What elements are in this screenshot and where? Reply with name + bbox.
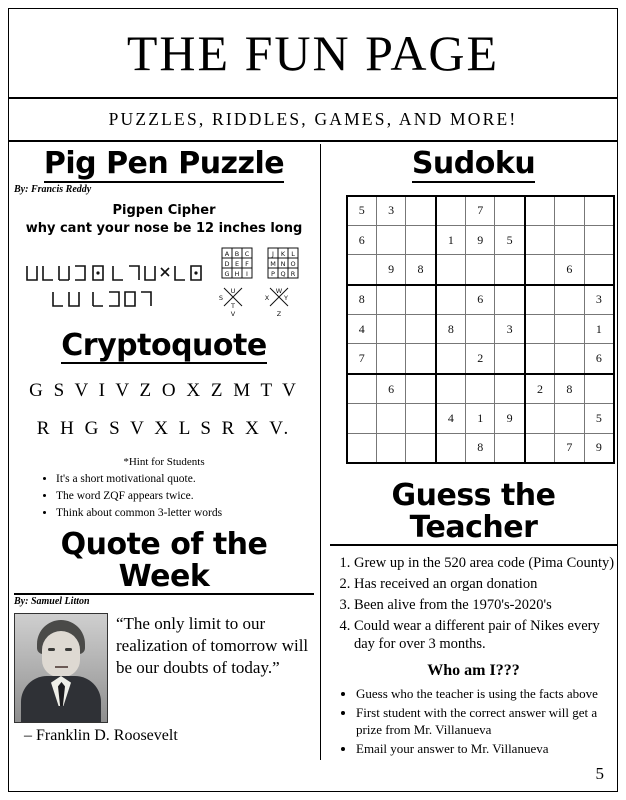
- masthead-subtitle-bar: [9, 99, 617, 142]
- list-item: • Think about common 3-letter words: [56, 507, 314, 519]
- sudoku-cell[interactable]: [584, 374, 614, 404]
- sudoku-cell[interactable]: 3: [376, 196, 405, 226]
- sudoku-cell[interactable]: 9: [376, 255, 405, 285]
- sudoku-cell[interactable]: 7: [347, 344, 377, 374]
- pig-pen-heading-wrap: [14, 148, 314, 183]
- sudoku-grid-wrap: [346, 195, 602, 465]
- svg-text:F: F: [245, 259, 249, 268]
- svg-text:N: N: [280, 259, 286, 268]
- table-row: [347, 315, 615, 344]
- sudoku-cell[interactable]: [555, 404, 584, 433]
- sudoku-cell[interactable]: [584, 196, 614, 226]
- sudoku-cell[interactable]: 8: [555, 374, 584, 404]
- sudoku-cell[interactable]: [466, 315, 495, 344]
- sudoku-cell[interactable]: [525, 433, 555, 463]
- sudoku-cell[interactable]: [495, 344, 525, 374]
- sudoku-cell[interactable]: [376, 344, 405, 374]
- sudoku-cell[interactable]: [525, 344, 555, 374]
- svg-text:I: I: [246, 269, 248, 278]
- quote-text: “The only limit to our realization of tomorrow will be our doubts of today.”: [116, 614, 309, 677]
- sudoku-cell[interactable]: [376, 404, 405, 433]
- section-guess-the-teacher: [330, 480, 617, 757]
- sudoku-grid[interactable]: [346, 195, 616, 465]
- sudoku-cell[interactable]: [495, 285, 525, 315]
- sudoku-cell[interactable]: [466, 255, 495, 285]
- list-item: • Email your answer to Mr. Villanueva: [356, 741, 617, 757]
- svg-text:C: C: [244, 249, 250, 258]
- sudoku-cell[interactable]: [525, 225, 555, 254]
- list-item: 3. Been alive from the 1970's-2020's: [354, 596, 617, 615]
- pigpen-key-diagram: [218, 244, 308, 324]
- sudoku-cell[interactable]: 9: [466, 225, 495, 254]
- sudoku-cell[interactable]: [495, 433, 525, 463]
- quote-of-the-week-heading: Quote of the Week: [14, 529, 314, 595]
- sudoku-cell[interactable]: [555, 315, 584, 344]
- sudoku-cell[interactable]: [347, 255, 377, 285]
- sudoku-cell[interactable]: 1: [436, 225, 466, 254]
- sudoku-cell[interactable]: [406, 374, 436, 404]
- sudoku-cell[interactable]: 8: [406, 255, 436, 285]
- sudoku-cell[interactable]: [376, 433, 405, 463]
- sudoku-cell[interactable]: [347, 374, 377, 404]
- portrait-mouth: [55, 666, 68, 668]
- sudoku-cell[interactable]: [347, 404, 377, 433]
- sudoku-cell[interactable]: [376, 315, 405, 344]
- sudoku-cell[interactable]: 4: [436, 404, 466, 433]
- quote-heading-wrap: [14, 529, 314, 595]
- sudoku-heading-wrap: [330, 148, 617, 183]
- svg-text:T: T: [231, 301, 235, 310]
- guess-the-teacher-heading: Guess the Teacher: [330, 480, 617, 546]
- sudoku-cell[interactable]: 3: [495, 315, 525, 344]
- sudoku-cell[interactable]: 7: [466, 196, 495, 226]
- sudoku-cell[interactable]: [406, 344, 436, 374]
- portrait-eye-left: [48, 648, 55, 651]
- svg-text:K: K: [280, 249, 286, 258]
- pigpen-glyphs: [20, 258, 220, 321]
- svg-text:S: S: [218, 293, 224, 302]
- svg-text:P: P: [271, 269, 275, 278]
- quote-attribution: – Franklin D. Roosevelt: [24, 727, 178, 744]
- svg-text:E: E: [234, 259, 240, 268]
- sudoku-cell[interactable]: [347, 433, 377, 463]
- page-title: THE FUN PAGE: [126, 25, 500, 81]
- sudoku-cell[interactable]: 6: [555, 255, 584, 285]
- svg-text:Y: Y: [284, 293, 288, 302]
- sudoku-cell[interactable]: [525, 404, 555, 433]
- sudoku-cell[interactable]: [406, 225, 436, 254]
- section-sudoku: [330, 148, 617, 464]
- list-item: 1. Grew up in the 520 area code (Pima County): [354, 554, 617, 573]
- sudoku-cell[interactable]: [436, 255, 466, 285]
- list-item: • Guess who the teacher is using the facts above: [356, 686, 617, 702]
- svg-text:D: D: [224, 259, 230, 268]
- sudoku-cell[interactable]: 7: [555, 433, 584, 463]
- sudoku-cell[interactable]: 8: [466, 433, 495, 463]
- svg-text:A: A: [224, 249, 230, 258]
- pigpen-key-svg: [218, 244, 310, 330]
- teacher-facts-list: [330, 554, 617, 654]
- sudoku-cell[interactable]: 6: [466, 285, 495, 315]
- list-item: • It's a short motivational quote.: [56, 473, 314, 485]
- sudoku-cell[interactable]: [555, 344, 584, 374]
- sudoku-cell[interactable]: [555, 225, 584, 254]
- svg-text:Q: Q: [280, 269, 286, 278]
- list-item: 2. Has received an organ donation: [354, 575, 617, 594]
- who-am-i-label: Who am I???: [427, 662, 520, 680]
- page-number: 5: [595, 764, 604, 783]
- table-row: [347, 225, 615, 254]
- sudoku-cell[interactable]: [466, 374, 495, 404]
- svg-text:H: H: [234, 269, 240, 278]
- sudoku-cell[interactable]: 8: [436, 315, 466, 344]
- sudoku-cell[interactable]: 6: [347, 225, 377, 254]
- portrait-eye-right: [65, 648, 72, 651]
- sudoku-cell[interactable]: [495, 374, 525, 404]
- column-divider: [320, 144, 321, 760]
- svg-text:G: G: [224, 269, 230, 278]
- pigpen-glyph-svg: [23, 258, 218, 314]
- sudoku-cell[interactable]: 8: [347, 285, 377, 315]
- table-row: [347, 196, 615, 226]
- sudoku-cell[interactable]: [436, 285, 466, 315]
- left-column: [14, 148, 314, 745]
- svg-text:U: U: [230, 286, 236, 295]
- list-item: 4. Could wear a different pair of Nikes every day for over 3 months.: [354, 617, 617, 655]
- table-row: [347, 404, 615, 433]
- sudoku-cell[interactable]: [525, 315, 555, 344]
- list-item: • First student with the correct answer will get a prize from Mr. Villanueva: [356, 705, 617, 738]
- sudoku-cell[interactable]: [376, 285, 405, 315]
- pig-pen-byline: By: Francis Reddy: [14, 183, 92, 195]
- page-subtitle: PUZZLES, RIDDLES, GAMES, AND MORE!: [108, 109, 518, 129]
- sudoku-cell[interactable]: [406, 315, 436, 344]
- pig-pen-heading: Pig Pen Puzzle: [43, 146, 285, 181]
- table-row: [347, 374, 615, 404]
- pigpen-cipher-row: [14, 244, 314, 324]
- table-row: [347, 433, 615, 463]
- cryptoquote-line-1: G S V I V Z O X Z M T V: [29, 380, 299, 401]
- sudoku-cell[interactable]: 4: [347, 315, 377, 344]
- sudoku-cell[interactable]: [555, 196, 584, 226]
- sudoku-cell[interactable]: 5: [495, 225, 525, 254]
- sudoku-cell[interactable]: 2: [466, 344, 495, 374]
- avatar: [14, 613, 108, 723]
- sudoku-cell[interactable]: 1: [584, 315, 614, 344]
- cryptoquote-hint-list: [14, 473, 314, 519]
- sudoku-cell[interactable]: [525, 255, 555, 285]
- svg-text:Z: Z: [276, 309, 282, 318]
- cryptoquote-heading: Cryptoquote: [61, 327, 267, 363]
- svg-text:W: W: [275, 286, 283, 295]
- list-item: • The word ZQF appears twice.: [56, 490, 314, 502]
- sudoku-cell[interactable]: 5: [347, 196, 377, 226]
- cryptoquote-hint-title: *Hint for Students: [123, 456, 205, 468]
- svg-text:L: L: [291, 249, 295, 258]
- sudoku-cell[interactable]: 9: [584, 433, 614, 463]
- sudoku-cell[interactable]: [495, 255, 525, 285]
- svg-text:R: R: [290, 269, 296, 278]
- table-row: [347, 255, 615, 285]
- pigpen-clue-text: why cant your nose be 12 inches long: [25, 220, 303, 236]
- svg-text:X: X: [264, 293, 270, 302]
- portrait-face: [42, 631, 80, 677]
- svg-text:M: M: [270, 259, 276, 268]
- sudoku-cell[interactable]: [584, 225, 614, 254]
- sudoku-cell[interactable]: [525, 285, 555, 315]
- sudoku-cell[interactable]: [436, 344, 466, 374]
- sudoku-cell[interactable]: [584, 255, 614, 285]
- table-row: [347, 285, 615, 315]
- table-row: [347, 344, 615, 374]
- section-quote-of-the-week: [14, 529, 314, 745]
- sudoku-cell[interactable]: 5: [584, 404, 614, 433]
- section-cryptoquote: [14, 327, 314, 520]
- section-pig-pen-puzzle: [14, 148, 314, 324]
- sudoku-cell[interactable]: 6: [376, 374, 405, 404]
- sudoku-cell[interactable]: 3: [584, 285, 614, 315]
- masthead: [9, 9, 617, 99]
- sudoku-heading: Sudoku: [411, 146, 536, 181]
- sudoku-cell[interactable]: 1: [466, 404, 495, 433]
- sudoku-cell[interactable]: [555, 285, 584, 315]
- sudoku-cell[interactable]: [406, 196, 436, 226]
- cryptoquote-heading-wrap: [14, 327, 314, 365]
- right-column: [330, 148, 617, 760]
- pigpen-cipher-name: Pigpen Cipher: [112, 202, 216, 218]
- svg-text:O: O: [290, 259, 296, 268]
- svg-text:B: B: [234, 249, 240, 258]
- sudoku-cell[interactable]: 9: [495, 404, 525, 433]
- guess-teacher-heading-wrap: [330, 480, 617, 546]
- cryptoquote-line-2: R H G S V X L S R X V.: [36, 418, 292, 439]
- quote-block: [14, 613, 314, 723]
- quote-byline: By: Samuel Litton: [14, 596, 90, 607]
- teacher-rules-list: [330, 686, 617, 757]
- sudoku-cell[interactable]: [406, 285, 436, 315]
- svg-text:V: V: [230, 309, 236, 318]
- sudoku-cell[interactable]: [376, 225, 405, 254]
- sudoku-cell[interactable]: 2: [525, 374, 555, 404]
- sudoku-cell[interactable]: 6: [584, 344, 614, 374]
- sudoku-cell[interactable]: [436, 433, 466, 463]
- svg-text:J: J: [272, 249, 274, 258]
- sudoku-cell[interactable]: [495, 196, 525, 226]
- sudoku-cell[interactable]: [436, 374, 466, 404]
- sudoku-cell[interactable]: [436, 196, 466, 226]
- sudoku-cell[interactable]: [525, 196, 555, 226]
- sudoku-cell[interactable]: [406, 433, 436, 463]
- sudoku-cell[interactable]: [406, 404, 436, 433]
